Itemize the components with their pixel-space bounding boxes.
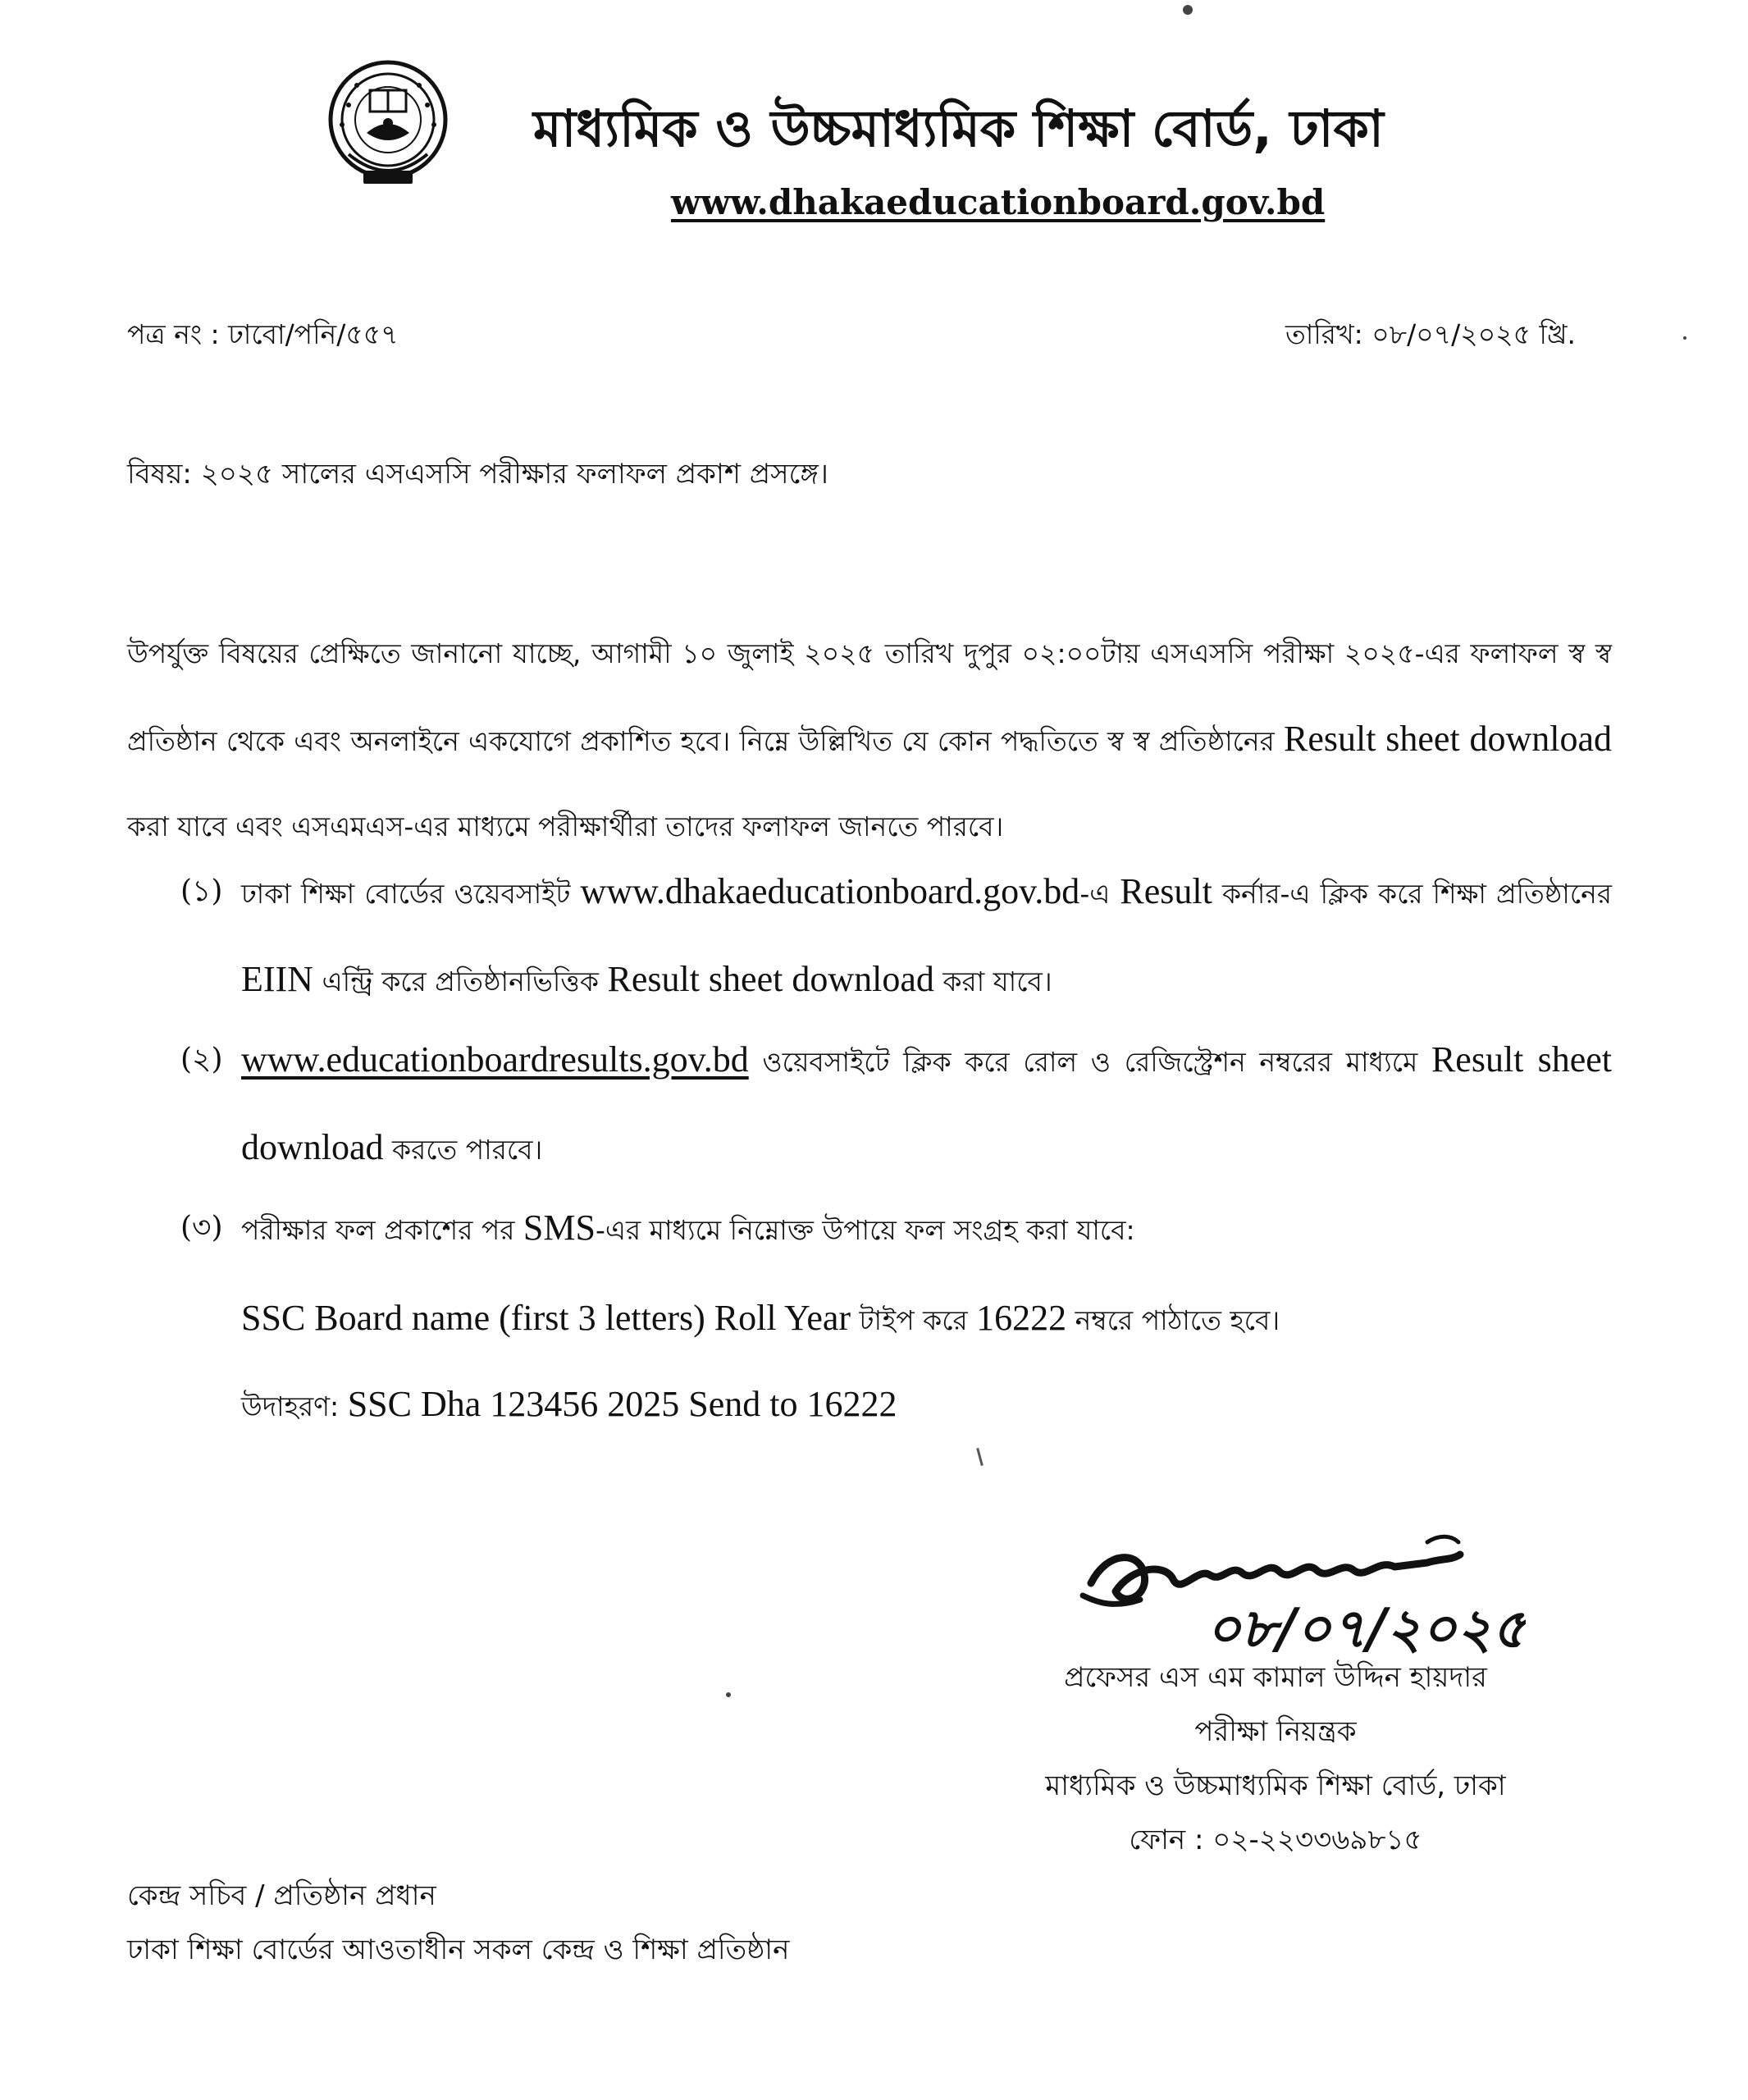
sms-format-line bbox=[241, 1276, 1280, 1363]
item1-text-part: Result bbox=[1120, 871, 1212, 911]
sms-example-label: উদাহরণ: bbox=[241, 1390, 340, 1422]
item2-text-part: Result sheet download bbox=[241, 1039, 1612, 1167]
sms-short-code: 16222 bbox=[976, 1298, 1067, 1338]
intro-text-c: করা যাবে এবং এসএমএস-এর মাধ্যমে পরীক্ষার্থীরা তাদের ফলাফল জানতে পারবে। bbox=[127, 810, 1004, 842]
list-item-number: (৩) bbox=[180, 1211, 223, 1244]
item1-text-part: Result sheet download bbox=[607, 959, 934, 999]
memo-subject: বিষয়: ২০২৫ সালের এসএসসি পরীক্ষার ফলাফল প্রকাশ প্রসঙ্গে। bbox=[127, 458, 828, 491]
sms-example-value: SSC Dha 123456 2025 Send to 16222 bbox=[347, 1384, 897, 1424]
list-item-number: (২) bbox=[180, 1043, 223, 1076]
list-item-number: (১) bbox=[180, 874, 223, 908]
sms-format-text: SSC Board name (first 3 letters) Roll Year bbox=[241, 1298, 851, 1338]
item1-website-link[interactable]: www.dhakaeducationboard.gov.bd bbox=[580, 871, 1080, 911]
list-item-3 bbox=[180, 1185, 1612, 1273]
recipient-line-1: কেন্দ্র সচিব / প্রতিষ্ঠান প্রধান bbox=[127, 1879, 436, 1912]
sms-format-text: নম্বরে পাঠাতে হবে। bbox=[1075, 1304, 1280, 1336]
signatory-phone: ফোন : ০২-২২৩৩৬৯৮১৫ bbox=[1129, 1824, 1422, 1856]
scan-speck bbox=[726, 1692, 731, 1697]
sms-format-text: টাইপ করে bbox=[859, 1304, 968, 1336]
results-website-link[interactable]: www.educationboardresults.gov.bd bbox=[241, 1039, 749, 1080]
signatory-name: প্রফেসর এস এম কামাল উদ্দিন হায়দার bbox=[1064, 1661, 1487, 1694]
memo-reference-number: পত্র নং : ঢাবো/পনি/৫৫৭ bbox=[127, 318, 399, 350]
item2-text-part: করতে পারবে। bbox=[392, 1134, 543, 1166]
list-item-text bbox=[241, 1185, 1612, 1273]
scan-speck bbox=[1683, 336, 1686, 340]
list-item-text bbox=[241, 849, 1612, 1025]
item1-text-part: কর্নার-এ ক্লিক করে শিক্ষা প্রতিষ্ঠানের bbox=[1221, 878, 1612, 910]
list-item-1 bbox=[180, 849, 1612, 1025]
signature-date: ০৮/০৭/২০২৫ bbox=[1206, 1596, 1526, 1657]
signatory-designation: পরীক্ষা নিয়ন্ত্রক bbox=[1194, 1715, 1357, 1748]
item1-text-part: এন্ট্রি করে প্রতিষ্ঠানভিত্তিক bbox=[322, 966, 599, 998]
recipient-block bbox=[127, 1869, 789, 1977]
intro-paragraph bbox=[127, 611, 1612, 870]
board-website-link[interactable]: www.dhakaeducationboard.gov.bd bbox=[671, 182, 1326, 222]
item2-text-part: ওয়েবসাইটে ক্লিক করে রোল ও রেজিস্ট্রেশন নম্বরের মাধ্যমে bbox=[762, 1046, 1418, 1078]
intro-text-a: উপর্যুক্ত বিষয়ের প্রেক্ষিতে জানানো যাচ্ছে, আগামী ১০ জুলাই ২০২৫ তারিখ দুপুর ০২:০০টায় এসএসসি পরীক্ষা ২০২৫-এর ফলাফল স্ব স্ব প্রতিষ্ঠান থেকে এবং অনলাইনে একযোগে প্রকাশিত হবে। নিম্নে উল্লিখিত যে কোন পদ্ধতিতে স্ব স্ব প্রতিষ্ঠানের bbox=[127, 637, 1612, 757]
board-name-heading: মাধ্যমিক ও উচ্চমাধ্যমিক শিক্ষা বোর্ড, ঢাকা bbox=[533, 98, 1384, 158]
list-item-text bbox=[241, 1017, 1612, 1193]
item1-text-part: EIIN bbox=[241, 959, 313, 999]
item1-text-part: -এ bbox=[1079, 878, 1111, 910]
scan-mark bbox=[976, 1448, 984, 1466]
list-item-2 bbox=[180, 1017, 1612, 1193]
handwritten-signature bbox=[1066, 1518, 1526, 1657]
sms-example-line bbox=[241, 1362, 897, 1449]
item3-text-part: পরীক্ষার ফল প্রকাশের পর bbox=[241, 1214, 515, 1246]
signatory-block bbox=[1025, 1650, 1526, 1867]
memo-date: তারিখ: ০৮/০৭/২০২৫ খ্রি. bbox=[1285, 318, 1576, 350]
item3-text-part: -এর মাধ্যমে নিম্নোক্ত উপায়ে ফল সংগ্রহ করা যাবে: bbox=[595, 1214, 1135, 1246]
item3-text-part: SMS bbox=[523, 1208, 596, 1248]
board-seal-icon bbox=[324, 56, 452, 192]
intro-text-b: Result sheet download bbox=[1284, 719, 1612, 759]
recipient-line-2: ঢাকা শিক্ষা বোর্ডের আওতাধীন সকল কেন্দ্র ও শিক্ষা প্রতিষ্ঠান bbox=[127, 1933, 790, 1966]
item1-text-part: করা যাবে। bbox=[942, 966, 1052, 998]
scan-speck bbox=[1183, 5, 1193, 15]
item1-text-part: ঢাকা শিক্ষা বোর্ডের ওয়েবসাইট bbox=[241, 878, 571, 910]
signatory-organization: মাধ্যমিক ও উচ্চমাধ্যমিক শিক্ষা বোর্ড, ঢাকা bbox=[1045, 1769, 1506, 1802]
